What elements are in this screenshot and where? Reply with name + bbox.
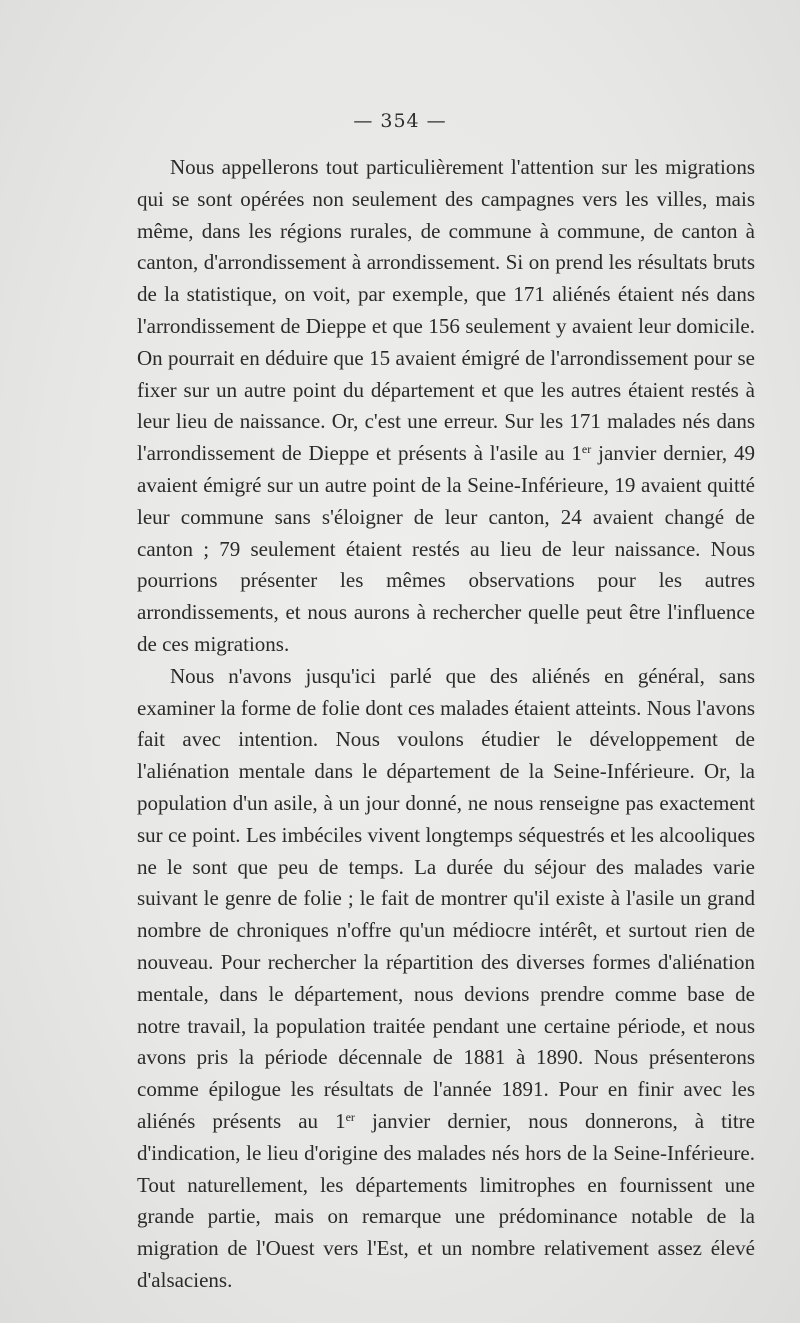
body-text — [137, 152, 755, 1297]
page-number: — 354 — — [353, 110, 447, 132]
paragraph-1 — [137, 152, 755, 661]
paragraph-2-superscript: er — [345, 1109, 355, 1124]
paragraph-1-superscript: er — [581, 442, 592, 457]
paragraph-2-part-1: Nous n'avons jusqu'ici parlé que des aliénés en général, sans examiner la forme de folie dont ces malades étaient atteints. Nous l'avons fait avec intention. Nous voulons étudier le développement de l'aliénation mentale dans le département de la Seine-Inférieure. Or, la population d'un asile, à un jour donné, ne nous renseigne pas exactement sur ce point. Les imbéciles vivent longtemps séquestrés et les alcooliques ne le sont que peu de temps. La durée du séjour des malades varie suivant le genre de folie ; le fait de montrer qu'il existe à l'asile un grand nombre de chroniques n'offre qu'un médiocre intérêt, et surtout rien de nouveau. Pour rechercher la répartition des diverses formes d'aliénation mentale, dans le département, nous devions prendre comme base de notre travail, la population traitée pendant une certaine période, et nous avons pris la période décennale de 1881 à 1890. Nous présenterons comme épilogue les résultats de l'année 1891. Pour en finir avec les aliénés présents au 1 — [137, 663, 755, 1133]
paragraph-1-part-1: Nous appellerons tout particulièrement l'attention sur les migrations qui se sont opérées non seulement des campagnes vers les villes, mais même, dans les régions rurales, de commune à commune, de canton à canton, d'arrondissement à arrondissement. Si on prend les résultats bruts de la statistique, on voit, par exemple, que 171 aliénés étaient nés dans l'arrondissement de Dieppe et que 156 seulement y avaient leur domicile. On pourrait en déduire que 15 avaient émigré de l'arrondissement pour se fixer sur un autre point du département et que les autres étaient restés à leur lieu de naissance. Or, c'est une erreur. Sur les 171 malades nés dans l'arrondissement de Dieppe et présents à l'asile au 1 — [137, 155, 755, 466]
paragraph-1-part-2: janvier dernier, 49 avaient émigré sur un autre point de la Seine-Inférieure, 19 avaient quitté leur commune sans s'éloigner de leur canton, 24 avaient changé de canton ; 79 seulement étaient restés au lieu de leur naissance. Nous pourrions présenter les mêmes observations pour les autres arrondissements, et nous aurons à rechercher quelle peut être l'influence de ces migrations. — [137, 441, 755, 656]
paragraph-2-part-2: janvier dernier, nous donnerons, à titre d'indication, le lieu d'origine des malades nés hors de la Seine-Inférieure. Tout naturellement, les départements limitrophes en fournissent une grande partie, mais on remarque une prédominance notable de la migration de l'Ouest vers l'Est, et un nombre relativement assez élevé d'alsaciens. — [137, 1108, 755, 1292]
paragraph-2 — [137, 661, 755, 1297]
